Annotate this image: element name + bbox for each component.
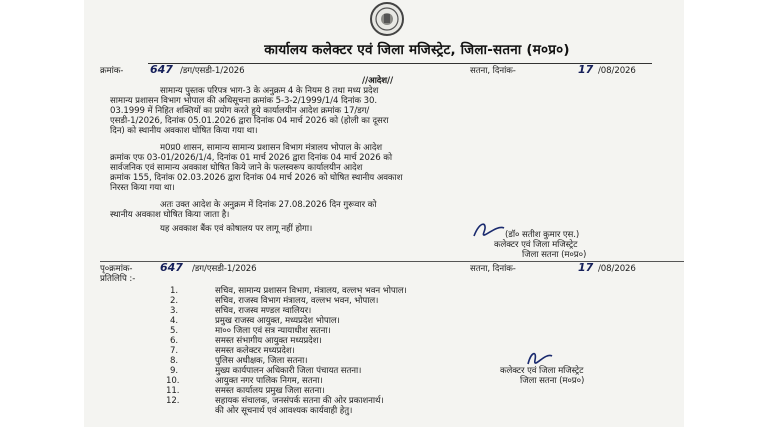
endorsement-number-handwritten: 647 — [160, 261, 183, 274]
body-line: सार्वजनिक एवं सामान्य अवकाश घोषित किये जाने के फलस्वरूप कार्यालयीन आदेश — [110, 163, 363, 173]
footer-designation: कलेक्टर एवं जिला मजिस्ट्रेट — [500, 366, 584, 376]
heading-underline — [148, 63, 652, 64]
copy-list-item: मा०० जिला एवं सत्र न्यायाधीश सतना। — [215, 326, 331, 336]
copy-list-number: 10. — [166, 376, 180, 386]
endorsement-date-handwritten: 17 — [578, 261, 594, 274]
copy-list-item: सचिव, सामान्य प्रशासन विभाग, मंत्रालय, वल्लभ भवन भोपाल। — [215, 286, 407, 296]
order-number-handwritten: 647 — [150, 63, 173, 76]
copy-list-number: 6. — [170, 336, 178, 346]
body-line: एसडी-1/2026, दिनांक 05.01.2026 द्वारा दिनांक 04 मार्च 2026 को (होली का दूसरा — [110, 116, 389, 126]
copy-label: प्रतिलिपि :- — [100, 274, 136, 284]
copy-list-number: 4. — [170, 316, 178, 326]
state-emblem-icon — [370, 2, 404, 36]
order-number-prefix: क्रमांक- — [100, 66, 124, 76]
copy-list-item: मुख्य कार्यपालन अधिकारी जिला पंचायत सतना। — [215, 366, 362, 376]
copy-note: की ओर सूचनार्थ एवं आवश्यक कार्यवाही हेतु। — [215, 406, 353, 416]
section-divider — [100, 261, 684, 262]
body-line: स्थानीय अवकाश घोषित किया जाता है। — [110, 210, 230, 220]
body-line: सामान्य पुस्तक परिपत्र भाग-3 के अनुक्रम 4 के नियम 8 तथा मध्य प्रदेश — [160, 86, 379, 96]
order-date-suffix: /08/2026 — [598, 66, 636, 76]
copy-list-number: 3. — [170, 306, 178, 316]
footer-district: जिला सतना (म०प्र०) — [520, 376, 585, 386]
copy-list-number: 5. — [170, 326, 178, 336]
copy-list-item: प्रमुख राजस्व आयुक्त, मध्यप्रदेश भोपाल। — [215, 316, 340, 326]
signatory-name: (डॉ० सतीश कुमार एस.) — [505, 230, 580, 240]
signatory-designation: कलेक्टर एवं जिला मजिस्ट्रेट — [494, 240, 578, 250]
copy-list-number: 9. — [170, 366, 178, 376]
order-number-suffix: /डग/एसडी-1/2026 — [180, 66, 245, 76]
endorsement-number-suffix: /डग/एसडी-1/2026 — [192, 264, 257, 274]
copy-list-item: आयुक्त नगर पालिक निगम, सतना। — [215, 376, 323, 386]
copy-list-number: 12. — [166, 396, 180, 406]
copy-list-number: 1. — [170, 286, 178, 296]
copy-list-item: सहायक संचालक, जनसंपर्क सतना की ओर प्रकाशनार्थ। — [215, 396, 384, 406]
copy-list-number: 8. — [170, 356, 178, 366]
copy-list-item: समस्त कलेक्टर मध्यप्रदेश। — [215, 346, 295, 356]
endorsement-number-prefix: पृ०क्रमांक- — [100, 264, 133, 274]
order-title: //आदेश// — [362, 76, 394, 86]
office-heading: कार्यालय कलेक्टर एवं जिला मजिस्ट्रेट, जिला-सतना (म०प्र०) — [264, 42, 570, 58]
order-date-handwritten: 17 — [578, 63, 594, 76]
body-line: क्रमांक 155, दिनांक 02.03.2026 द्वारा दिनांक 04 मार्च 2026 को घोषित स्थानीय अवकाश — [110, 173, 403, 183]
body-line: सामान्य प्रशासन विभाग भोपाल की अधिसूचना क्रमांक 5-3-2/1999/1/4 दिनांक 30. — [110, 96, 378, 106]
copy-list-item: समस्त कार्यालय प्रमुख जिला सतना। — [215, 386, 325, 396]
body-line: अतः उक्त आदेश के अनुक्रम में दिनांक 27.08.2026 दिन गुरूवार को — [160, 200, 377, 210]
copy-list-number: 2. — [170, 296, 178, 306]
body-line: यह अवकाश बैंक एवं कोषालय पर लागू नहीं होगा। — [160, 224, 313, 234]
copy-list-number: 7. — [170, 346, 178, 356]
signatory-district: जिला सतना (म०प्र०) — [522, 250, 587, 260]
body-line: म0प्र0 शासन, सामान्य सामान्य प्रशासन विभाग मंत्रालय भोपाल के आदेश — [160, 143, 383, 153]
body-line: 03.1999 में निहित शक्तियों का प्रयोग करते हुये कार्यालयीन आदेश क्रमांक 17/डग/ — [110, 106, 370, 116]
copy-list-item: समस्त संभागीय आयुक्त मध्यप्रदेश। — [215, 336, 322, 346]
body-line: निरस्त किया गया था। — [110, 183, 175, 193]
endorsement-date-suffix: /08/2026 — [598, 264, 636, 274]
body-line: क्रमांक एफ 03-01/2026/1/4, दिनांक 01 मार्च 2026 द्वारा दिनांक 04 मार्च 2026 को — [110, 153, 392, 163]
order-date-prefix: सतना, दिनांक- — [470, 66, 516, 76]
copy-list-item: सचिव, राजस्व विभाग मंत्रालय, वल्लभ भवन, भोपाल। — [215, 296, 379, 306]
copy-list-item: पुलिस अधीक्षक, जिला सतना। — [215, 356, 308, 366]
body-line: दिन) को स्थानीय अवकाश घोषित किया गया था। — [110, 126, 258, 136]
copy-list-item: सचिव, राजस्व मण्डल ग्वालियर। — [215, 306, 312, 316]
copy-list-number: 11. — [166, 386, 180, 396]
endorsement-date-prefix: सतना, दिनांक- — [470, 264, 516, 274]
